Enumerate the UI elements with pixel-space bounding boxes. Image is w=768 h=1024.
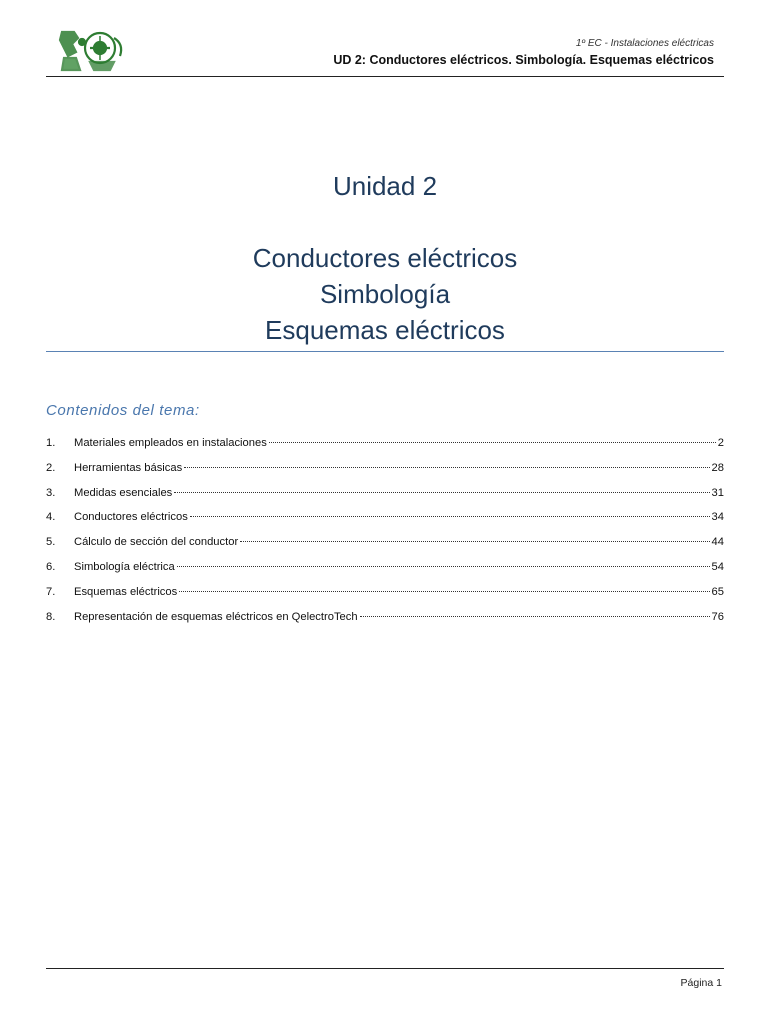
contents-heading: Contenidos del tema: <box>46 402 200 419</box>
school-logo-icon <box>54 26 132 74</box>
unit-title: Unidad 2 <box>332 171 438 201</box>
toc-number: 4. <box>46 511 56 524</box>
toc-page: 28 <box>711 461 724 474</box>
toc-item[interactable] <box>46 437 724 462</box>
subtitle-line-2: Simbología <box>319 279 451 309</box>
toc-number: 2. <box>46 461 56 474</box>
header-divider <box>46 76 724 77</box>
toc-label: Simbología eléctrica <box>74 560 175 573</box>
unit-header-title: UD 2: Conductores eléctricos. Simbología. Esquemas eléctricos <box>333 53 714 67</box>
toc-leader <box>240 541 709 542</box>
toc-item[interactable] <box>46 511 724 536</box>
toc-label: Herramientas básicas <box>74 461 183 474</box>
course-line: 1º EC - Instalaciones eléctricas <box>575 38 714 49</box>
toc-number: 7. <box>46 585 56 598</box>
toc-page: 54 <box>711 560 724 573</box>
title-block <box>46 166 724 348</box>
toc-leader <box>174 492 709 493</box>
table-of-contents <box>46 437 724 635</box>
toc-number: 5. <box>46 536 56 549</box>
toc-page: 34 <box>711 511 724 524</box>
toc-leader <box>184 467 709 468</box>
page-header <box>46 26 724 78</box>
toc-label: Materiales empleados en instalaciones <box>74 437 267 449</box>
toc-page: 76 <box>711 610 724 623</box>
toc-label: Representación de esquemas eléctricos en QelectroTech <box>74 610 358 623</box>
toc-number: 8. <box>46 610 56 623</box>
toc-item[interactable] <box>46 462 724 487</box>
toc-leader <box>360 616 710 617</box>
toc-leader <box>269 442 716 443</box>
toc-number: 1. <box>46 437 56 449</box>
toc-item[interactable] <box>46 586 724 611</box>
subtitle-line-3: Esquemas eléctricos <box>265 315 505 345</box>
toc-leader <box>190 516 710 517</box>
toc-item[interactable] <box>46 611 724 636</box>
toc-page: 44 <box>711 536 724 549</box>
subtitle-line-1: Conductores eléctricos <box>252 243 518 273</box>
page-number: Página 1 <box>680 977 722 989</box>
toc-label: Conductores eléctricos <box>74 511 188 524</box>
toc-page: 65 <box>711 585 724 598</box>
toc-page: 2 <box>717 437 724 449</box>
toc-item[interactable] <box>46 487 724 512</box>
toc-label: Esquemas eléctricos <box>74 585 178 598</box>
toc-page: 31 <box>711 486 724 499</box>
toc-label: Medidas esenciales <box>74 486 173 499</box>
toc-item[interactable] <box>46 561 724 586</box>
toc-item[interactable] <box>46 536 724 561</box>
toc-leader <box>177 566 710 567</box>
toc-number: 6. <box>46 560 56 573</box>
toc-label: Cálculo de sección del conductor <box>74 536 239 549</box>
title-divider <box>46 351 724 352</box>
toc-leader <box>179 591 709 592</box>
footer-divider <box>46 968 724 969</box>
toc-number: 3. <box>46 486 56 499</box>
